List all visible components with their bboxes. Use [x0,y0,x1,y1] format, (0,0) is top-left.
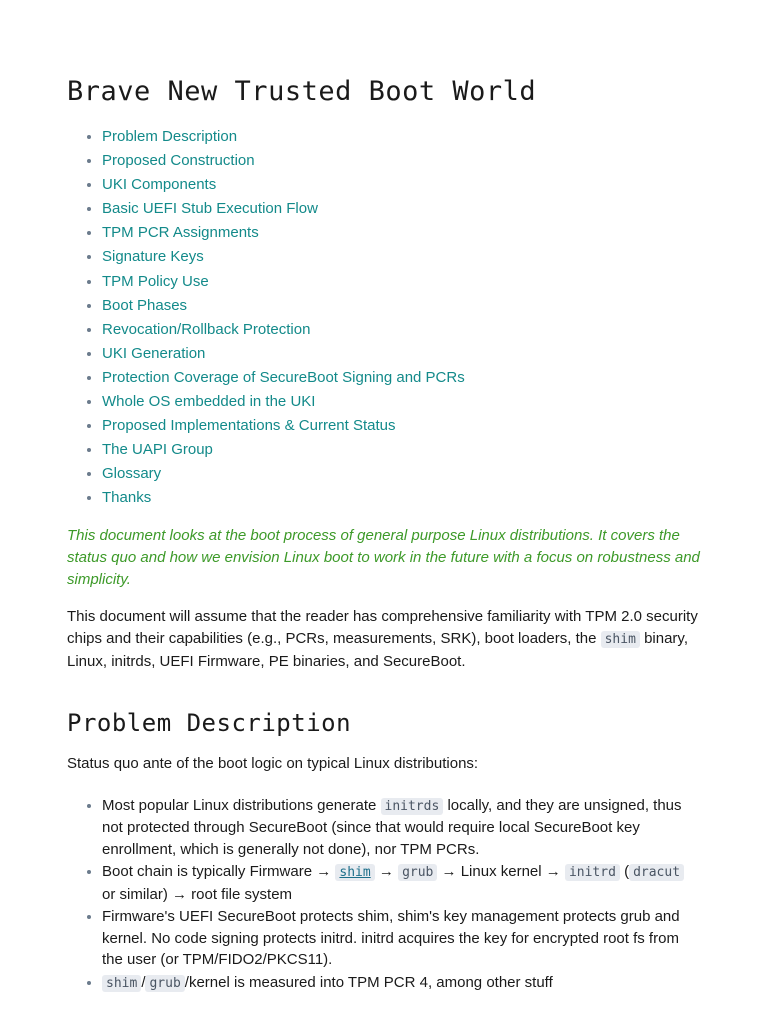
list-text: → Linux kernel → [437,863,565,880]
toc-link-revocation[interactable]: Revocation/Rollback Protection [102,320,311,338]
toc-item [102,221,701,245]
inline-code: grub [398,864,437,881]
toc-link-problem-description[interactable]: Problem Description [102,128,238,145]
list-item [102,906,701,971]
toc-item [102,149,701,173]
list-item [102,972,701,995]
toc-item [102,270,701,294]
toc-link-signature-keys[interactable]: Signature Keys [102,248,204,266]
toc-item [102,486,701,510]
toc-item [102,173,701,197]
list-text: /kernel is measured into TPM PCR 4, among other stuff [184,973,553,991]
section-heading: Problem Description [67,708,352,737]
toc-item [102,125,701,149]
list-text: → [374,863,399,880]
bullet-list [67,795,701,995]
toc-link-tpm-pcr-assignments[interactable]: TPM PCR Assignments [102,224,259,242]
list-text: Boot chain is typically Firmware → [102,863,336,880]
toc-link-glossary[interactable]: Glossary [102,465,162,483]
intro-text: This document will assume that the reader has comprehensive familiarity with TPM 2.0 security chips and their capabilities (e.g., PCRs, measurements, SRK), boot loaders, the [67,607,698,647]
toc-link-thanks[interactable]: Thanks [102,489,152,507]
toc-link-tpm-policy-use[interactable]: TPM Policy Use [102,272,209,290]
toc-link-proposed-construction[interactable]: Proposed Construction [102,152,255,170]
table-of-contents [67,125,701,511]
list-text: ( [619,863,630,880]
toc-item [102,197,701,221]
lead-paragraph: This document looks at the boot process of general purpose Linux distributions. It covers the status quo and how we envision Linux boot to work in the future with a focus on robustness and simplicity. [67,526,700,588]
toc-link-basic-uefi-stub[interactable]: Basic UEFI Stub Execution Flow [102,200,318,218]
toc-link-uki-components[interactable]: UKI Components [102,176,217,194]
list-text: Firmware's UEFI SecureBoot protects shim, shim's key management protects grub and kernel. No code signing protects initrd. initrd acquires the key for encrypted root fs from the user (or TPM/FIDO2/PKCS11). [102,908,680,968]
list-text: Most popular Linux distributions generate [102,796,381,814]
list-text: / [141,973,146,991]
inline-code: shim [102,975,141,992]
toc-item [102,438,701,462]
intro-text: binary, Linux, initrds, UEFI Firmware, PE binaries, and SecureBoot. [67,629,688,670]
toc-link-proposed-implementations[interactable]: Proposed Implementations & Current Status [102,417,396,435]
toc-item [102,318,701,342]
toc-item [102,245,701,269]
status-paragraph: Status quo ante of the boot logic on typical Linux distributions: [67,754,479,772]
toc-item [102,294,701,318]
toc-link-uki-generation[interactable]: UKI Generation [102,344,206,362]
toc-item [102,390,701,414]
page-title: Brave New Trusted Boot World [67,76,537,107]
list-item [102,861,701,905]
list-text: or similar) → root file system [102,885,293,903]
inline-code-link[interactable]: shim [335,864,374,881]
toc-item [102,342,701,366]
toc-item [102,366,701,390]
toc-link-boot-phases[interactable]: Boot Phases [102,296,188,314]
toc-link-uapi-group[interactable]: The UAPI Group [102,441,213,459]
toc-link-whole-os[interactable]: Whole OS embedded in the UKI [102,393,316,411]
list-text: locally, and they are unsigned, thus not protected through SecureBoot (since that would require local SecureBoot key enrollment, which is generally not done), nor TPM PCRs. [102,796,682,858]
intro-paragraph [67,606,701,673]
inline-code: initrd [565,864,620,881]
list-item [102,795,701,861]
toc-link-protection-coverage[interactable]: Protection Coverage of SecureBoot Signing and PCRs [102,368,465,386]
inline-code: dracut [629,864,684,881]
inline-code: initrds [381,798,444,815]
toc-item [102,414,701,438]
inline-code: shim [601,631,640,648]
inline-code: grub [145,975,184,992]
toc-item [102,462,701,486]
